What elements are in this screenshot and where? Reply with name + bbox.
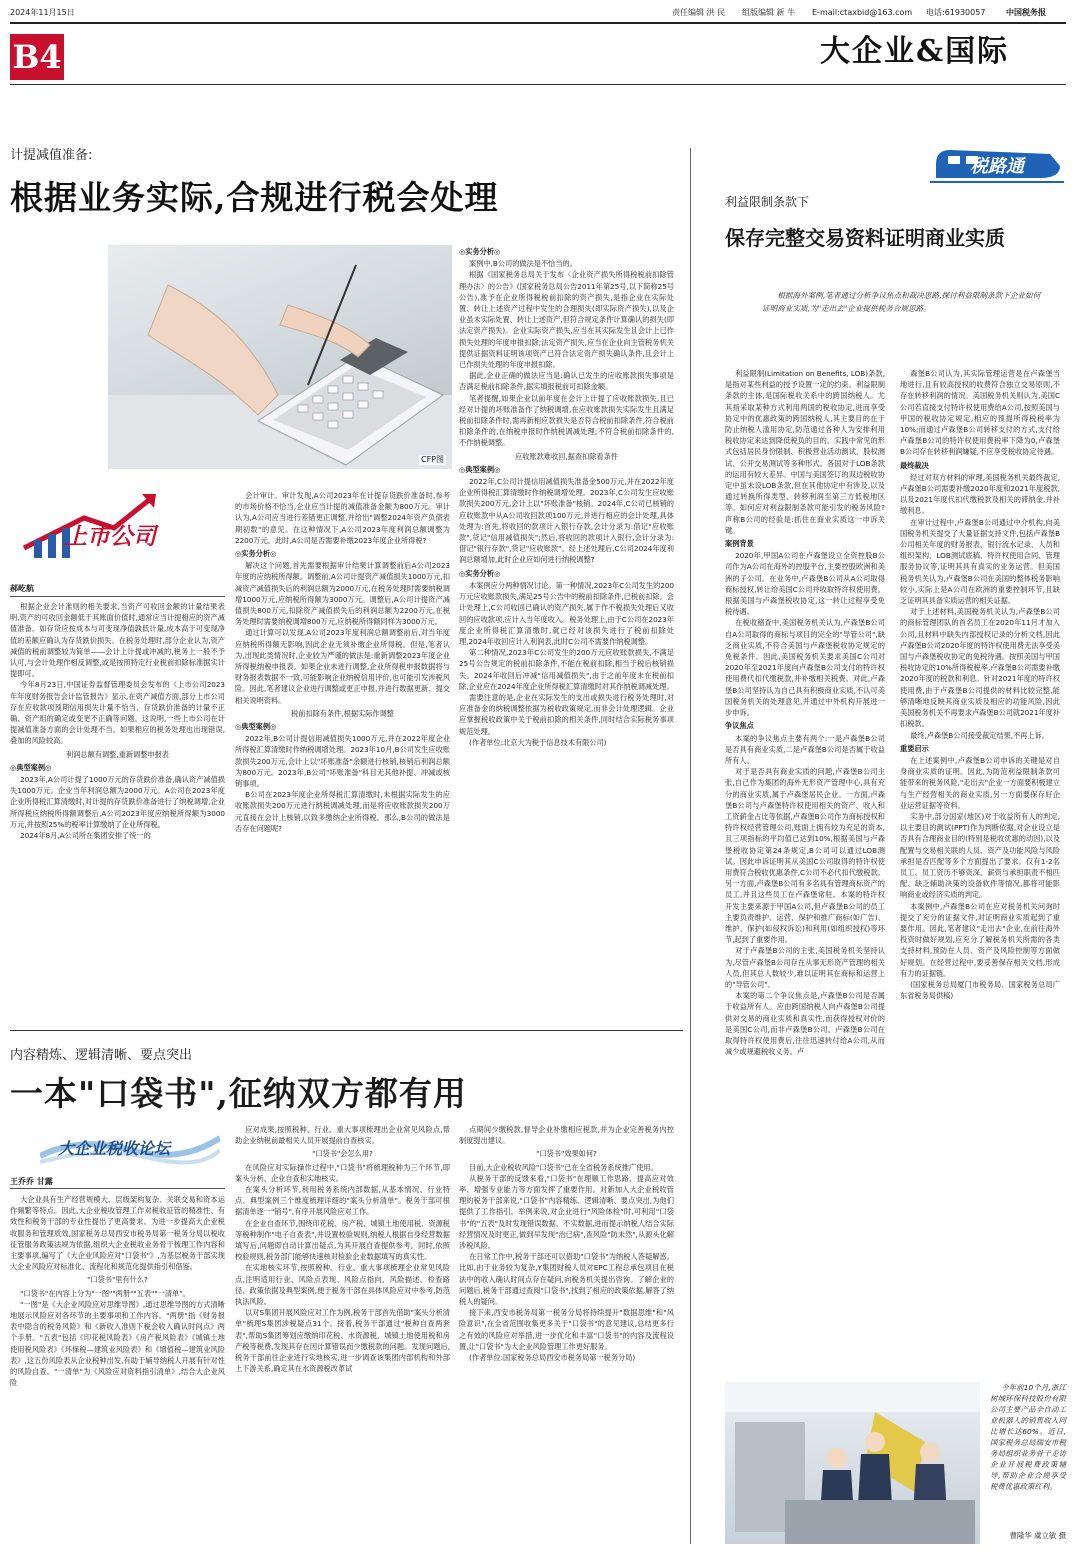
section-subhead: "口袋书"里有什么? (87, 1275, 148, 1285)
body-paragraph: 实务中,部分国家(地区)对于收益所有人的判定,以主要目的测试(PPT)作为判断依据,对企业设立是否具有合理商业目的(特别是税收优惠的动因),以及配置与交易相关联的人员、资产及功能风险与风险承担是否匹配等多个方面提出了要求。仅有1-2名员工、员工资历不够资深、薪资与承担职责不相匹配、缺乏辅助决策的设备软件等情况,都将可能影响商业或经济实质的判定。 (900, 811, 1060, 900)
body-paragraph: 根据企业会计准则的相关要求,当资产可收回金额的计量结果表明,资产的可收回金额低于其账面价值时,通常应当计提相应的资产减值准备。如存货应按成本与可变现净值孰低计量,成本高于可变现净值的差额应确认为存货跌价损失。在税务处理时,部分企业认为,资产减值的税前调整较为简单——会计上计提或冲减的,税务上一般不予认可,与会计处理作相反调整,或是按照特定行业税前扣除标准据实计提即可。 (10, 602, 225, 679)
body-paragraph: 需要注意的是,企业在实际发生的支出或损失进行税务处理时,对应准备金的纳税调整依据为税收政策规定,而非会计处理逻辑。企业应掌握税收政策中关于税前扣除的相关条件,同时结合实际税务事项规范处理。 (459, 692, 674, 736)
body-paragraph: 对于卢森堡B公司的主张,美国税务机关坚持认为,尽管卢森堡B公司存在从事无形资产管理的相关人员,但其总人数较少,难以证明其在商标和运营上的"导管公司"。 (725, 946, 885, 989)
case-label: ◎典型案例◎ (459, 464, 501, 474)
body-paragraph: 本案的第二个争议焦点是,卢森堡B公司是否属于收益所有人。应由跨国纳税人向卢森堡B公司提供对交易的商业实质和真实性,而获得授权对价的是美国C公司,而非卢森堡B公司。卢森堡B公司在取得特许权使用费后,往往迅速转付给A公司,从而减少或规避税收义务。卢 (725, 991, 885, 1057)
page-number-badge: B4 (10, 34, 64, 80)
section-subhead: "口袋书"会怎么用? (312, 1149, 373, 1159)
case-label: 重要启示 (900, 743, 929, 753)
body-paragraph: "一图"是《大企业风险应对思维导图》,通过思维导图的方式清晰地展示风险应对各环节的主要事项和工作内容。"两册"指《财务报表中隐含的税务风险》和《新收入准则下税会收入确认时间点》两个手册。"五表"包括《印花税风险表》《房产税风险表》《城镇土地使用税风险表》《环保税—建筑业风险表》和《增值税—建筑业风险表》,这五份风险表从企业税种出发,有助于辅导纳税人开展有针对性的风险自查。"一清单"为《风险应对资料指引清单》,结合大企业风险 (10, 1299, 225, 1388)
body-paragraph: 利益限制(Limitation on Benefits, LOB)条款,是指对某些利益的授予设置一定的约束。利益限制条款的主体,是国际税收关系中的跨国纳税人。尤其指采取某种方式利用两国的税收协定,进而享受协定中的优惠政策的跨国纳税人,其主要目的在于防止纳税人滥用协定,防范通过各种人为安排利用税收协定来达到降低税负的目的。实践中常见的形式包括居民身份限制、积极营业活动测试、股权测试、公开交易测试等多种形式。各国对于LOB条款的运用有较大差异。中国与美国签订的双边税收协定中虽未设LOB条款,但在其他协定中有涉及,以及通过转换所得类型、转移利润至第三方低税地区等。如何应对利益限制条款可能引发的税务风险?声称B公司的经验是:抓住在商业实质这一申诉关键。 (725, 369, 885, 535)
body-paragraph: 2020年,甲国A公司在卢森堡设立全资控股B公司作为A公司在海外的控股平台,主要控股欧洲和美洲的子公司。在业务中,卢森堡B公司从A公司取得商标授权,转让给美国C公司并收取特许权使用费。根据美国与卢森堡税收协定,这一转让过程享受免税待遇。 (725, 551, 885, 617)
article1-column-2 (235, 490, 450, 1015)
body-paragraph: 今年8月23日,中国证券监督管理委员会发布的《上市公司2023年年度财务报告会计监管报告》显示,在资产减值方面,部分上市公司存在应收款项预期信用损失计量不恰当、存货跌价准备的计量不正确、资产组的确定或变更不正确等问题。这说明,一些上市公司在计提减值准备方面的会计处理不当。如果相应的税务处理也出现错误,叠加的风险较高。 (10, 680, 225, 746)
body-paragraph: 会计审计。审计发现,A公司2023年在计提存货跌价准备时,参考的市场价格不恰当,企业应当计提的减值准备金额为800万元。审计认为,A公司应当进行差错更正调整,并给出"调整2024年资产负债表期初数"的意见。在这种情况下,A公司2023年度利润总额调整为2200万元。此时,A公司是否需要补缴2023年度企业所得税? (235, 491, 450, 545)
body-paragraph: 从税务干部的反馈来看,"口袋书"在理顺工作思路、提高应对效率、增强专业能力等方面发挥了重要作用。对新加入大企业税收管理的税务干部来说,"口袋书"内容精练、逻辑清晰、要点突出,为他们提供了工作指引。举例来说,对企业进行"风险体检"时,可利用"口袋书"的"五表"及时发现错误数据、不实数据,进而提示纳税人结合实际经营情况及时更正,做到早发现"治已病",查风险"防未然",从源头化解涉税风险。 (459, 1173, 674, 1251)
article3-column-1 (725, 368, 885, 1544)
article1-kicker: 计提减值准备: (10, 148, 93, 163)
article-divider (10, 1030, 683, 1031)
author-rule (10, 596, 225, 597)
body-paragraph: 点期间少缴税款,督导企业补缴相应税款,并为企业完善税务内控制度提出建议。 (459, 1125, 674, 1146)
body-paragraph: 以对S集团开展风险应对工作为例,税务干部首先借助"案头分析清单"梳理S集团涉税疑点31个。接着,税务干部通过"税种自查两套表",帮助S集团筹划应缴纳印花税、水资源税、城镇土地使用税和房产税等税费,发现其存在因计算错误而少缴税款的问题。发现问题后,税务干部前往企业进行实地核实,进一步调查该集团内部机构和外部上下游关系,确定其在水资源税改革试 (235, 1308, 450, 1374)
forum-logo-text: 大企业税收论坛 (58, 1139, 171, 1158)
masthead-rule (10, 22, 1066, 24)
body-paragraph: (作者单位:北京大为税干信息技术有限公司) (469, 737, 607, 747)
article2-column-2 (235, 1124, 450, 1544)
case-label: ◎实务分析◎ (459, 247, 501, 256)
body-paragraph: 根据《国家税务总局关于发布〈企业资产损失所得税税前扣除管理办法〉的公告》(国家税务总局公告2011年第25号,以下简称25号公告),准予在企业所得税税前扣除的资产损失,是指企业在实际处置、转让上述资产过程中发生的合理损失(即实际资产损失),以及企业虽未实际处置、转让上述资产,但符合规定条件计算确认的损失(即法定资产损失)。企业实际资产损失,应当在其实际发生且会计上已作损失处理的年度申报扣除;法定资产损失,应当在企业向主管税务机关提供证据资料证明该项资产已符合法定资产损失确认条件,且会计上已作损失处理的年度申报扣除。 (459, 270, 674, 370)
body-paragraph: 在日常工作中,税务干部还可以借助"口袋书"为纳税人答疑解惑。比如,由于业务较为复杂,Y集团财税人员对EPC工程总承包项目在税法中的收入确认时间点存在疑问,向税务机关提出咨询。了解企业的问题后,税务干部通过查阅"口袋书",找到了相应的政策依据,解答了纳税人的疑问。 (459, 1252, 674, 1307)
body-paragraph: 经过对双方材料的审理,美国税务机关最终裁定,卢森堡B公司需要补缴2020年度和2021年度税款,以及2021年度代扣代缴税款及相关的滞纳金,并补缴利息。 (900, 472, 1060, 516)
article3-kicker: 利益限制条款下 (725, 195, 810, 209)
article1-author: 郝屹航 (10, 584, 34, 593)
issue-date: 2024年11月15日 (10, 8, 75, 17)
body-paragraph: 在税收稽查中,美国税务机关认为,卢森堡B公司自A公司取得的商标与项目的完全的"导管公司",缺乏商业实质,不符合美国与卢森堡税收协定规定的免税条件。因此,美国税务机关要求美国C公司对2020年至2021年度向卢森堡B公司支付的特许权使用费代扣代缴税款,并补缴相关税费。对此,卢森堡B公司坚持认为自己具有积极商业实质,不认可美国税务机关的处理意见,并通过中外机构开展进一步申诉。 (725, 618, 885, 718)
contact-email: E-mail:ctaxbid@163.com (812, 8, 913, 17)
body-paragraph: 本案例中,卢森堡B公司在应对税务机关问询时提交了充分的证据文件,对证明商业实质起到了重要作用。因此,笔者建议"走出去"企业,在前往海外投资时做好规划,应充分了解税务机关所需的各类支持材料,预防在人员、资产及风险控制等方面做好规划。在经营过程中,要妥善保存相关文档,形成有力的证据链。 (900, 901, 1060, 978)
column-divider (690, 148, 691, 1544)
factory-photo (725, 1382, 980, 1544)
section-rule (10, 84, 1066, 85)
case-label: 最终裁决 (900, 460, 929, 470)
photo-caption: 今年前10个月,浙江树城环保科技股份有限公司主要产品全自动工业机器人的销售收入同比增长达60%。近日,国家税务总局瑞安市税务局组织业务骨干走访企业开展税费政策辅导,帮助企业合规享受税费优惠政策红利。 (990, 1383, 1066, 1491)
section-subhead: 税前扣除有条件,根据实际作调整 (291, 708, 394, 718)
article1-column-3 (459, 244, 674, 1019)
body-paragraph: 据此,企业正确的做法应当是:确认已发生的应收账款损失事项是否满足税前扣除条件,据实填报税前可扣除金额。 (459, 371, 674, 392)
body-paragraph: (国家税务总局厦门市税务局、国家税务总局广东省税务局供稿) (900, 979, 1060, 1001)
case-label: ◎实务分析◎ (235, 549, 277, 559)
section-subhead: "口袋书"效果如何? (536, 1149, 597, 1159)
body-paragraph: 接下来,西安市税务局第一税务分局将持续提升"数据思维"和"风险意识",在全省范围收集更多关于"口袋书"的意见建议,总结更多行之有效的风险应对举措,进一步优化和丰富"口袋书"的内容及流程设置,让"口袋书"为大企业风险管理工作更好服务。 (459, 1308, 674, 1351)
body-paragraph: 案例中,B公司的做法是不恰当的。 (469, 259, 577, 269)
article3-abstract: 根据海外案例,笔者通过分析争议焦点和裁决思路,探讨利益限制条款下企业如何证明商业实质,为"走出去"企业提供税务合规思路。 (762, 291, 1041, 313)
editor-credit: 责任编辑 洪 民 (672, 8, 726, 17)
article3-column-2 (900, 368, 1060, 1018)
body-paragraph: 本案例应分两种情况讨论。第一种情况,2023年C公司发生的200万元应收账款损失,满足25号公告中的税前扣除条件,已税前扣除。会计处理上,C公司收回已确认的资产损失,属于作不税损失处理后又收回的应收款项,应计入当年度收入。税务处理上,由于C公司在2023年度企业所得税汇算清缴时,就已经对该损失进行了税前扣除处理,2024年收回应计入利润表,此时C公司不需要作纳税调整。 (459, 580, 674, 646)
article3-headline: 保存完整交易资料证明商业实质 (725, 226, 1005, 250)
layout-credit: 组版编辑 新 牛 (742, 8, 796, 17)
body-paragraph: 2022年,B公司计提信用减值损失1000万元,并在2022年度企业所得税汇算清缴时作纳税调增处理。2023年10月,B公司发生应收账款损失200万元,会计上以"坏账准备"余额进行核销,核销后利润总额为800万元。2023年,B公司"坏账准备"科目无其他补提、冲减或核销事项。 (235, 734, 450, 789)
case-label: ◎典型案例◎ (10, 762, 52, 772)
body-paragraph: 2023年,A公司计提了1000万元的存货跌价准备,确认资产减值损失1000万元。企业当年利润总额为2000万元。A公司在2023年度企业所得税汇算清缴时,对计提的存货跌价准备进行了纳税调增,企业所得税应纳税所得额调整后,A公司2023年度应纳税所得额为3000万元,并按照25%的税率计算缴纳了企业所得税。 (10, 775, 225, 829)
body-paragraph: 目前,大企业税收风险"口袋书"已在全省税务系统推广使用。 (469, 1162, 658, 1172)
body-paragraph: "口袋书"在内容上分为"一图""两册""五表""一清单"。 (20, 1288, 190, 1298)
case-label: ◎实务分析◎ (459, 568, 501, 578)
article2-headline: 一本"口袋书",征纳双方都有用 (10, 1074, 467, 1113)
body-paragraph: 在案头分析环节,利用税务系统内部数据,从基本情况、行业特点、典型案例三个维度梳理详细的"案头分析清单"。税务干部可根据清单逐一"销号",有序开展风险应对工作。 (235, 1185, 450, 1217)
body-paragraph: 对于是否具有商业实质的问题,卢森堡B公司主张,自己作为集团的海外无形资产管理中心,具有充分的商业实质,属于卢森堡居民企业。一方面,卢森堡B公司与卢森堡特许权使用相关的资产、收入和工资薪金占比等依据,卢森堡B公司作为商标授权和特许权经营管理公司,账面上拥有较为充足的资本,且三项指标的平均值已达到10%,根据美国与卢森堡税收协定第24条规定,B公司可以通过LOB测试。因此申诉证明其从美国C公司取得的特许权使用费符合税收优惠条件,C公司不必代扣代缴税款。另一方面,卢森堡B公司有多名具有管理商标资产的员工,并且这些员工在卢森堡常驻。本案的特许权开发主要来源于甲国A公司,但卢森堡B公司的员工主要负责维护、运营、保护和推广商标(如广告)、维护、保护(如侵权诉讼)和利用(如组织授权)等环节,起到了重要作用。 (725, 767, 885, 945)
body-paragraph: 大企业具有生产经营规模大、层级架构复杂、关联交易和资本运作频繁等特点。因此,大企业税收管理工作对税收征管的精准性、有效性和税务干部的专业性提出了更高要求。为进一步提高大企业税收服务和管理质效,国家税务总局西安市税务局第一税务分局以税收征管服务政策法规为依据,组织大企业税收业务骨干梳理工作内容和主要事项,编写了《大企业风险应对"口袋书"》,为基层税务干部实现大企业风险应对标准化、流程化和规范化提供指引和借鉴。 (10, 1195, 225, 1272)
article1-column-1 (10, 601, 225, 1011)
authors-rule (10, 1188, 225, 1189)
body-paragraph: 2022年,C公司计提信用减值损失准备金500万元,并在2022年度企业所得税汇算清缴时作纳税调增处理。2023年,C公司发生应收账款损失200万元,会计上以"坏账准备"核销。2024年,C公司已核销的应收账款中从A公司收回款项100万元,并进行相应的会计处理,具体处理为:首先,将收回的款项计入银行存款,会计分录为:借记"应收账款",贷记"信用减值损失";然后,将收回的款项计入银行,会计分录为:借记"银行存款",贷记"应收账款"。经上述处理后,C公司2024年度利润总额增加,此时企业应如何进行纳税调整? (459, 477, 674, 565)
photo-credit: CFP图 (420, 455, 444, 464)
case-label: ◎典型案例◎ (235, 722, 277, 732)
body-paragraph: (作者单位:国家税务总局西安市税务局第一税务分局) (469, 1353, 636, 1363)
body-paragraph: 在上述案例中,卢森堡B公司申诉的关键是对自身商业实质的证明。因此,为防范利益限制条款可能带来的税务风险,"走出去"企业一方面要积极建立与生产经营相关的商业实质,另一方面要保存好企业运营证据等资料。 (900, 755, 1060, 810)
body-paragraph: 通过计算可以发现,A公司2023年度利润总额调整前后,对当年度应纳税所得额无影响,因此企业无须补缴企业所得税。但是,笔者认为,出现此类情况时,企业较为严谨的做法是:重新调整2023年度企业所得税纳税申报表。如果企业未进行调整,企业所得税申报数据将与财务报表数据不一致,可能影响企业纳税信用评价,也可能引发涉税风险。因此,笔者建议企业进行调整或更正申报,并进行数据更新、提交相关说明资料。 (235, 628, 450, 705)
case-label: 争议焦点 (725, 721, 754, 731)
contact-phone: 电话:61930057 (926, 8, 986, 17)
body-paragraph: 2024年8月,A公司所在集团安排了统一的 (20, 831, 151, 841)
article2-authors: 王乔乔 甘露 (10, 1177, 53, 1186)
article2-column-3 (459, 1124, 674, 1544)
newspaper-name: 中国税务报 (1006, 8, 1046, 17)
body-paragraph: 在企业自查环节,围绕印花税、房产税、城镇土地使用税、资源税等税种制作"电子自查表",并设置校验规则,纳税人根据自身经营数据填写后,问题即自动计算出疑点,为其开展自查提供参考。同时,依照校验规则,税务部门能够快速核对检验企业数据填写的真实性。 (235, 1218, 450, 1262)
section-title: 大企业&国际 (820, 34, 1010, 69)
body-paragraph: 解决这个问题,首先需要根据审计结果计算调整前后A公司2023年度的应纳税所得额。调整前,A公司计提资产减值损失1000万元,扣减资产减值损失后的利润总额为2000万元,在税务处理时需要纳税调增1000万元,应纳税所得额为3000万元。调整后,A公司计提资产减值损失800万元,扣除资产减值损失后的利润总额为2200万元,在税务处理时需要纳税调增800万元,应纳税所得额同样为3000万元。 (235, 561, 450, 627)
body-paragraph: 应对成果,按照税种、行业、重大事项梳理出企业常见风险点,帮助企业纳税前最相关人员开展提前自查核实。 (235, 1125, 450, 1146)
body-paragraph: 本案的争议焦点主要有两个:一是卢森堡B公司是否具有商业实质,二是卢森堡B公司是否属于收益所有人。 (725, 733, 885, 765)
factory-visit-illustration (725, 1382, 980, 1544)
article2-kicker: 内容精炼、逻辑清晰、要点突出 (10, 1048, 193, 1063)
tax-road-logo (930, 142, 1064, 186)
section-subhead: 利润总额有调整,重新调整申报表 (66, 749, 169, 759)
body-paragraph: 对于上述材料,美国税务机关认为,卢森堡B公司的商标管理团队的首名员工在2020年11月才加入公司,且材料中缺失内部授权记录的分析文档,因此卢森堡B公司2020年度的特许权使用费无法享受美国与卢森堡税收协定的免税待遇。按照美国与甲国税收协定的10%所得税税率,卢森堡B公司需要补缴2020年度的税款和利息。针对2021年度的特许权使用费,由于卢森堡B公司提供的材料比较完整,能够清晰地反映其商业实质及相应的功能风险,因此美国税务机关不再要求卢森堡B公司就2021年度补扣税款。 (900, 607, 1060, 729)
column-logo-text: 上市公司 (64, 523, 156, 550)
forum-logo (40, 1128, 220, 1168)
body-paragraph: 在审计过程中,卢森堡B公司通过中介机构,向美国税务机关提交了大量证据支持文件,包括卢森堡B公司相关年度的财务报表、银行流水记录、人员和组织架构、LOB测试底稿、特许权使用合同、管理服务协议等,证明其具有真实的业务运营。但美国税务机关认为,卢森堡B公司在美国的整体税务影响较小,实际上是A公司在欧洲的重要控制环节,且缺乏证明其具备实质运营的相关证据。 (900, 517, 1060, 606)
tax-road-text: 税路通 (970, 156, 1024, 177)
article1-headline: 根据业务实际,合规进行税会处理 (10, 178, 499, 217)
section-subhead: 应收账款难收回,据查扣除看条件 (515, 451, 618, 461)
article2-column-1 (10, 1194, 225, 1544)
body-paragraph: 森堡B公司认为,其实际管理运营是在卢森堡当地进行,且有较高授权的收费符合独立交易原则,不存在转移利润的情况。美国税务机关则认为,美国C公司若直接支付特许权使用费给A公司,按照美国与甲国的税收协定规定,相应的预提所得税税率为10%;而通过卢森堡B公司转移支付的方式,支付给卢森堡B公司的特许权使用费税率下降为0,卢森堡B公司存在转移利润嫌疑,不应享受税收协定待遇。 (900, 369, 1060, 457)
caption-credit: 曹隆华 虞立敏 摄 (1009, 1531, 1066, 1540)
body-paragraph: 在风险应对实际操作过程中,"口袋书"将梳理税种为三个环节,即案头分析、企业自查和实地核实。 (235, 1162, 450, 1183)
body-paragraph: 最终,卢森堡B公司接受裁定结果,不再上诉。 (910, 730, 1049, 740)
body-paragraph: 笔者提醒,如果企业以前年度在会计上计提了应收账款损失,且已经对计提的坏账准备作了纳税调增,在应收账款损失实际发生且满足税前扣除条件时,需再新相应款损失是否符合税前扣除条件,符合税前扣除条件的,在纳税申报时作纳税调减处理;不符合税前扣除条件的,不作纳税调整。 (459, 393, 674, 448)
calculator-photo (108, 245, 452, 469)
body-paragraph: 在实地核实环节,按照税种、行业、重大事项梳理企业常见风险点,注明适用行业、风险点表现、风险点指向、风险描述、检查路径、政策依据及典型案例,便于税务干部在具体风险应对中参考,防范执法风险。 (235, 1263, 450, 1307)
body-paragraph: 第二种情况,2023年C公司发生的200万元应收账款损失,不满足25号公告规定的税前扣除条件,不能在税前扣除,相当于税后核销损失。2024年收回后冲减"信用减值损失",由于之前年度未在税前扣除,企业应在2024年度企业所得税汇算清缴时对其作纳税调减处理。 (459, 648, 674, 691)
body-paragraph: B公司在2023年度企业所得税汇算清缴时,未根据实际发生的应收账款损失200万元进行纳税调减处理,而是将应收账款损失200万元直接在会计上核销,以致多缴纳企业所得税。那么,B公司的做法是否存在问题呢? (235, 790, 450, 833)
calculator-illustration (108, 245, 452, 469)
case-label: 案例背景 (725, 539, 754, 549)
listed-company-logo (14, 488, 164, 568)
